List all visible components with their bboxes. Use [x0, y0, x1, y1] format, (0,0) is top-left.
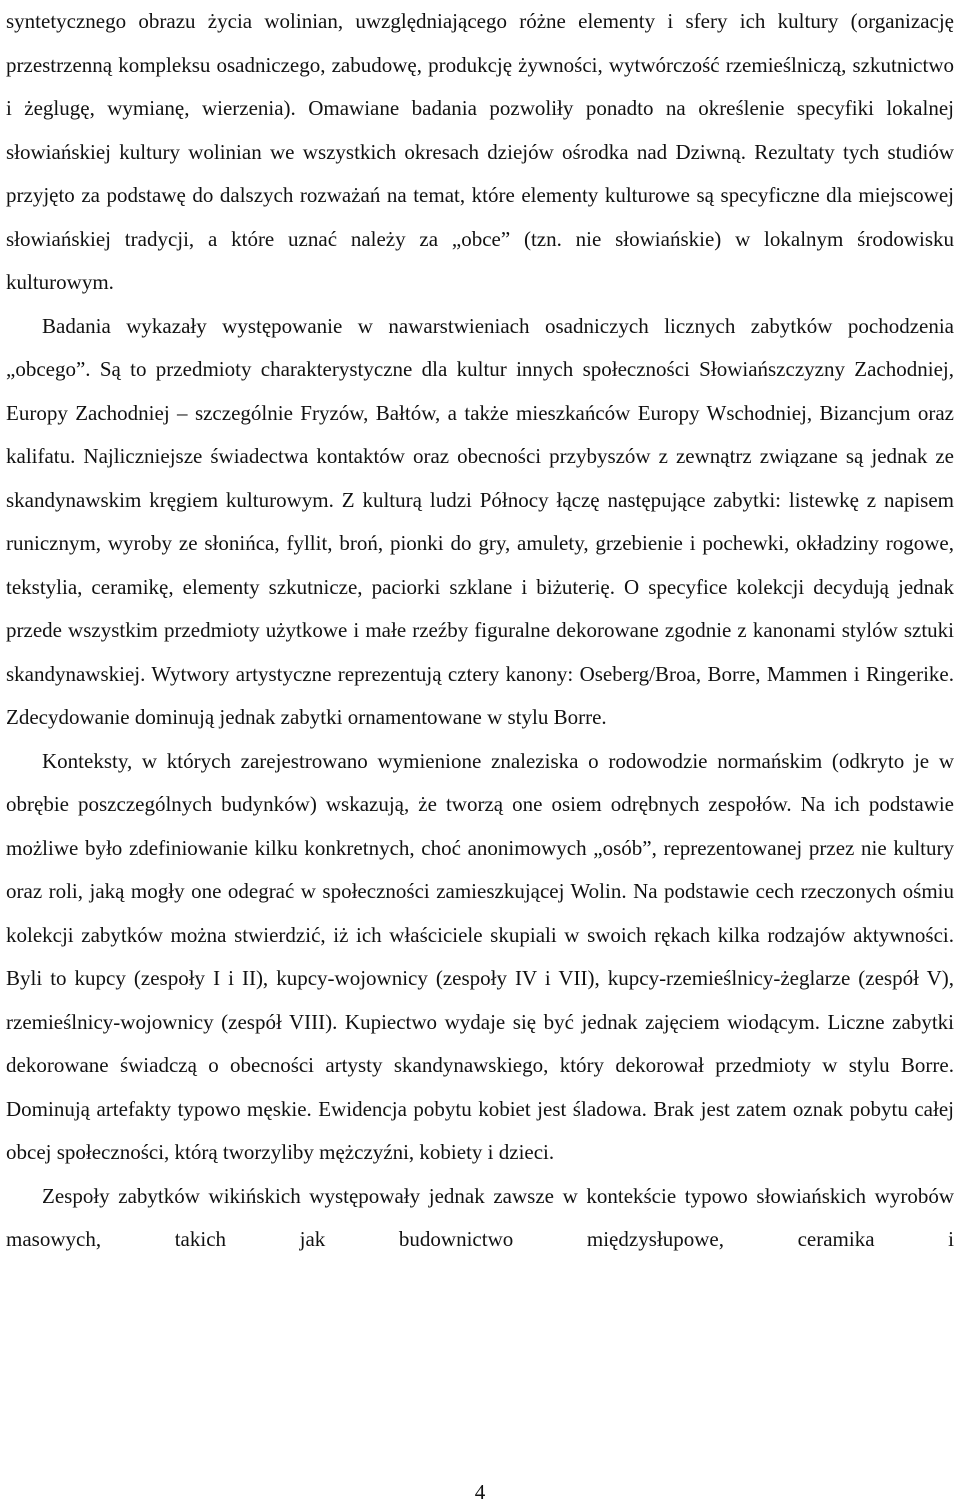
paragraph-2: Badania wykazały występowanie w nawarstwieniach osadniczych licznych zabytków pochodzenia „obcego”. Są to przedmioty charakterystyczne dla kultur innych społeczności Słowiańszczyzny Zachodniej, Europy Zachodniej – szczególnie Fryzów, Bałtów, a także mieszkańców Europy Wschodniej, Bizancjum oraz kalifatu. Najliczniejsze świadectwa kontaktów oraz obecności przybyszów z zewnątrz związane są jednak ze skandynawskim kręgiem kulturowym. Z kulturą ludzi Północy łączę następujące zabytki: listewkę z napisem runicznym, wyroby ze słonińca, fyllit, broń, pionki do gry, amulety, grzebienie i pochewki, okładziny rogowe, tekstylia, ceramikę, elementy szkutnicze, paciorki szklane i biżuterię. O specyfice kolekcji decydują jednak przede wszystkim przedmioty użytkowe i małe rzeźby figuralne dekorowane zgodnie z kanonami stylów sztuki skandynawskiej. Wytwory artystyczne reprezentują cztery kanony: Oseberg/Broa, Borre, Mammen i Ringerike. Zdecydowanie dominują jednak zabytki ornamentowane w stylu Borre. — [6, 313, 954, 729]
page-number: 4 — [474, 1480, 486, 1504]
document-page — [6, 0, 954, 1262]
paragraph-3: Konteksty, w których zarejestrowano wymienione znaleziska o rodowodzie normańskim (odkryto je w obrębie poszczególnych budynków) wskazują, że tworzą one osiem odrębnych zespołów. Na ich podstawie możliwe było zdefiniowanie kilku konkretnych, choć anonimowych „osób”, reprezentowanej przez nie kultury oraz roli, jaką mogły one odegrać w społeczności zamieszkującej Wolin. Na podstawie cech rzeczonych ośmiu kolekcji zabytków można stwierdzić, iż ich właściciele skupiali w swoich rękach kilka rodzajów aktywności. Byli to kupcy (zespoły I i II), kupcy-wojownicy (zespoły IV i VII), kupcy-rzemieślnicy-żeglarze (zespół V), rzemieślnicy-wojownicy (zespół VIII). Kupiectwo wydaje się być jednak zajęciem wiodącym. Liczne zabytki dekorowane świadczą o obecności artysty skandynawskiego, który dekorował przedmioty w stylu Borre. Dominują artefakty typowo męskie. Ewidencja pobytu kobiet jest śladowa. Brak jest zatem oznak pobytu całej obcej społeczności, którą tworzyliby mężczyźni, kobiety i dzieci. — [6, 748, 954, 1164]
paragraph-1: syntetycznego obrazu życia wolinian, uwzględniającego różne elementy i sfery ich kultury (organizację przestrzenną kompleksu osadniczego, zabudowę, produkcję żywności, wytwórczość rzemieślniczą, szkutnictwo i żeglugę, wymianę, wierzenia). Omawiane badania pozwoliły ponadto na określenie specyfiki lokalnej słowiańskiej kultury wolinian we wszystkich okresach dziejów ośrodka nad Dziwną. Rezultaty tych studiów przyjęto za podstawę do dalszych rozważań na temat, które elementy kulturowe są specyficzne dla miejscowej słowiańskiej tradycji, a które uznać należy za „obce” (tzn. nie słowiańskie) w lokalnym środowisku kulturowym. — [6, 9, 954, 294]
paragraph-4: Zespoły zabytków wikińskich występowały jednak zawsze w kontekście typowo słowiańskich wyrobów masowych, takich jak budownictwo międzysłupowe, ceramika i — [6, 1183, 954, 1251]
